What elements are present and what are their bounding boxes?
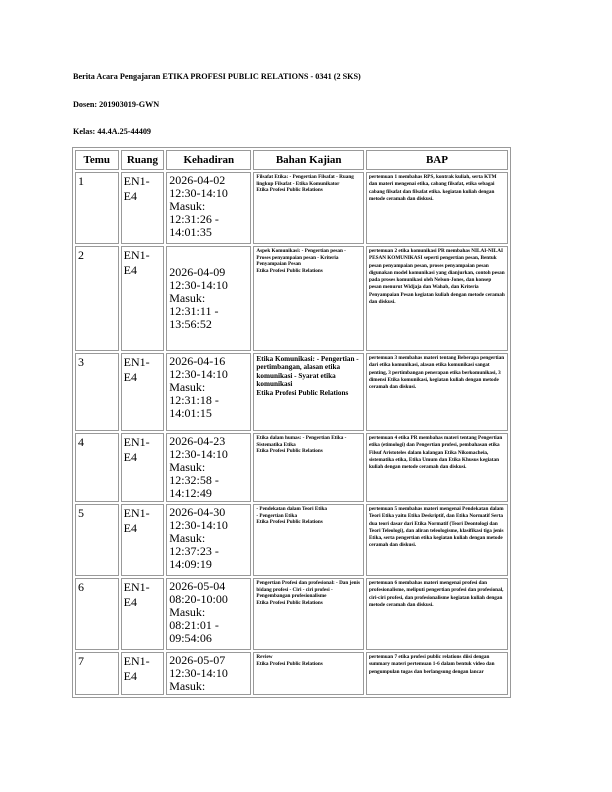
study-material: Filsafat Etika: - Pengertian Filsafat - Ruang lingkup Filsafat - Etika Komunikator Etika Profesi Public Relations [253,172,364,244]
class-info: Kelas: 44.4A.25-44409 [73,127,152,136]
session-date: 2026-04-30 [169,505,226,519]
document-title: Berita Acara Pengajaran ETIKA PROFESI PUBLIC RELATIONS - 0341 (2 SKS) [73,72,361,81]
check-in-label: Masuk: [169,291,206,305]
session-date: 2026-04-23 [169,434,226,448]
meeting-number: 3 [75,353,119,431]
study-material: Review Etika Profesi Public Relations [253,652,364,695]
lecture-report: pertemuan 3 membahas materi tentang Beberapa pengertian dari etika komunikasi, alasan etika komunikasi sangat penting, 3 pertimbangan penerapan etika berkomunikasi, 3 dimensi Etika komunikasi, kegiatan kuliah dengan metode ceramah dan diskusi. [366,353,508,431]
check-in-time: 08:21:01 - 09:54:06 [169,618,219,645]
check-in-label: Masuk: [169,605,206,619]
session-date: 2026-05-04 [169,579,226,593]
meeting-number: 7 [75,652,119,695]
lecturer-info: Dosen: 201903019-GWN [73,100,160,109]
attendance-cell [166,652,251,695]
meeting-number: 4 [75,433,119,502]
room-code: EN1-E4 [121,504,165,576]
study-material: Etika dalam humas: - Pengertian Etika - Sistematika Etika Etika Profesi Public Relations [253,433,364,502]
lecture-report: pertemuan 6 membahas materi mengenai profesi dan profesionalisme, meliputi pengertian profesi dan profesional, ciri-ciri profesi, dan profesionalisme kegiatan kuliah dengan metode ceramah dan diskusi. [366,578,508,650]
meeting-number: 2 [75,246,119,351]
lecture-report: pertemuan 5 membahas materi mengenai Pendekatan dalam Teori Etika yaitu Etika Deskriptif, dan Etika Normatif Serta dua teori dasar dari Etika Normatif (Teori Deontologi dan Teori Teleologi), dan aliran teleologisme, klasifikasi tiga jenis Etika, serta pengertian etika kegiatan kuliah dengan metode ceramah dan diskusi. [366,504,508,576]
session-time: 12:30-14:10 [169,278,228,292]
session-time: 12:30-14:10 [169,666,228,680]
session-time: 12:30-14:10 [169,367,228,381]
meeting-number: 5 [75,504,119,576]
table-row [75,172,508,244]
attendance-cell [166,246,251,351]
check-in-time: 12:31:18 - 14:01:15 [169,393,219,420]
attendance-table [72,147,511,698]
check-in-label: Masuk: [169,679,206,693]
session-time: 12:30-14:10 [169,447,228,461]
attendance-cell [166,433,251,502]
lecture-report: pertemuan 7 etika profesi public relations diisi dengan summary materi pertemuan 1-6 dalam bentuk video dan pengumpulan tugas dan berlangsung dengan lancar [366,652,508,695]
check-in-time: 12:37:23 - 14:09:19 [169,544,219,571]
room-code: EN1-E4 [121,172,165,244]
session-date: 2026-04-16 [169,354,226,368]
session-date: 2026-04-02 [169,173,226,187]
room-code: EN1-E4 [121,652,165,695]
attendance-cell [166,172,251,244]
room-code: EN1-E4 [121,578,165,650]
meeting-number: 1 [75,172,119,244]
check-in-time: 12:31:26 - 14:01:35 [169,212,219,239]
column-header-ruang: Ruang [121,150,165,170]
room-code: EN1-E4 [121,353,165,431]
check-in-label: Masuk: [169,460,206,474]
check-in-label: Masuk: [169,199,206,213]
table-row [75,578,508,650]
column-header-kehadiran: Kehadiran [166,150,251,170]
table-header-row [75,150,508,170]
column-header-bahan-kajian: Bahan Kajian [253,150,364,170]
attendance-cell [166,353,251,431]
lecture-report: pertemuan 1 membahas RPS, kontrak kuliah, serta KTM dan materi mengenai etika, cabang filsafat, etika sebagai cabang filsafat dan filsafat etika. kegiatan kuliah dengan metode ceramah dan diskusi. [366,172,508,244]
table-row [75,652,508,695]
check-in-time: 12:32:58 - 14:12:49 [169,473,219,500]
session-date: 2026-05-07 [169,653,226,667]
column-header-temu: Temu [75,150,119,170]
lecture-report: pertemuan 4 etika PR membahas materi tentang Pengertian etika (etimologi) dan Pengertian profesi, pembahasan etika Filsuf Aristoteles dalam kalangan Etika Nikomacheia, sistematika etika, Etika Umum dan Etika Khusus kegiatan kuliah dengan metode ceramah dan diskusi. [366,433,508,502]
room-code: EN1-E4 [121,433,165,502]
session-time: 08:20-10:00 [169,592,228,606]
study-material: - Pendekatan dalam Teori Etika - Pengertian Etika Etika Profesi Public Relations [253,504,364,576]
room-code: EN1-E4 [121,246,165,351]
attendance-cell [166,578,251,650]
table-row [75,246,508,351]
check-in-label: Masuk: [169,531,206,545]
meeting-number: 6 [75,578,119,650]
check-in-time: 12:31:11 - 13:56:52 [169,304,219,331]
study-material: Pengertian Profesi dan profesional: - Dan jenis bidang profesi - Ciri - ciri profesi - Pengembangan profesionalisme Etika Profesi Public Relations [253,578,364,650]
study-material: Etika Komunikasi: - Pengertian - pertimbangan, alasan etika komunikasi - Syarat etika komunikasi Etika Profesi Public Relations [253,353,364,431]
attendance-cell [166,504,251,576]
table-row [75,433,508,502]
table-row [75,353,508,431]
session-date: 2026-04-09 [169,265,226,279]
study-material: Aspek Komunikasi: - Pengertian pesan - Proses penyampaian pesan - Kriteria Penyampaian Pesan Etika Profesi Public Relations [253,246,364,351]
session-time: 12:30-14:10 [169,518,228,532]
column-header-bap: BAP [366,150,508,170]
check-in-label: Masuk: [169,380,206,394]
lecture-report: pertemuan 2 etika komunikasi PR membahas NILAI-NILAI PESAN KOMUNIKASI seperti pengertian pesan, Bentuk pesan penyampaian pesan, proses penyampaian pesan digunakan model komunikasi yang dianjurkan, contoh pesan pada proses komunikasi oleh Nelson-Jones, dan konsep pesan menurut Widjaja dan Wahab, dan Kriteria Penyampaian Pesan kegiatan kuliah dengan metode ceramah dan diskusi. [366,246,508,351]
table-row [75,504,508,576]
session-time: 12:30-14:10 [169,186,228,200]
